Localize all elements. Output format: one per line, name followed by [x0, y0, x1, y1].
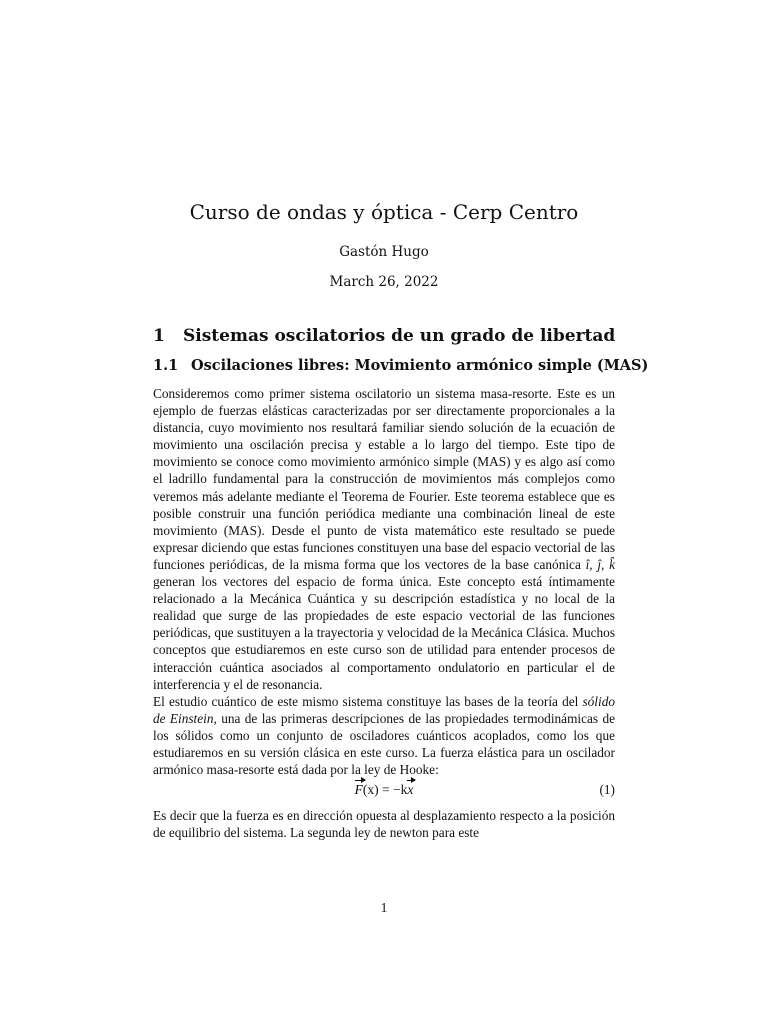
section-number: 1 — [153, 326, 165, 346]
paragraph-1-part-a: Consideremos como primer sistema oscilatorio un sistema masa-resorte. Este es un ejemplo de fuerzas elásticas caracterizadas por ser directamente proporcionales a la distancia, cuyo movimiento nos resultará familiar siendo solución de la ecuación de movimiento una oscilación precisa y estable a lo largo del tiempo. Este tipo de movimiento se conoce como movimiento armónico simple (MAS) y es algo así como el ladrillo fundamental para la construcción de movimientos más complejos como veremos más adelante mediante el Teorema de Fourier. Este teorema establece que es posible construir una función periódica mediante una combinación lineal de este movimiento (MAS). Desde el punto de vista matemático este resultado se puede expresar diciendo que estas funciones constituyen una base del espacio vectorial de las funciones periódicas, de la misma forma que los vectores de la base canónica — [153, 386, 615, 572]
equation-number: (1) — [599, 782, 615, 798]
section-heading — [153, 326, 615, 346]
paragraph-2-part-b: , una de las primeras descripciones de las propiedades termodinámicas de los sólidos como un conjunto de osciladores cuánticos acoplados, como los que estudiaremos en su versión clásica en este curso. La fuerza elástica para un oscilador armónico masa-resorte está dada por la ley de Hooke: — [153, 710, 616, 778]
document-author: Gastón Hugo — [339, 244, 429, 260]
subsection-title: Oscilaciones libres: Movimiento armónico simple (MAS) — [191, 357, 649, 374]
paragraph-1-part-b: generan los vectores del espacio de forma única. Este concepto está íntimamente relacionado a la Mecánica Cuántica y su descripción estadística y no local de la realidad que surge de las propiedades de este espacio vectorial de las funciones periódicas, que sustituyen a la trayectoria y velocidad de la Mecánica Clásica. Muchos conceptos que estudiaremos en este curso son de utilidad para entender procesos de interacción cuántica asociados al comportamento ondulatorio en particular el de interferencia y el de resonancia. — [153, 574, 615, 692]
paragraph-2-part-a: El estudio cuántico de este mismo sistema constituye las bases de la teoría del — [153, 693, 583, 709]
subsection-number: 1.1 — [153, 357, 179, 374]
body-text — [153, 385, 615, 841]
equation-middle: (x) = −k — [362, 782, 408, 798]
einstein-solid-term: sólido de Einstein — [153, 693, 615, 726]
displacement-vector: x — [407, 782, 414, 798]
unit-vectors: î, ĵ, k̂ — [585, 556, 615, 572]
paragraph-1 — [153, 385, 615, 693]
force-vector: F — [354, 782, 363, 798]
document-title: Curso de ondas y óptica - Cerp Centro — [189, 200, 579, 224]
paragraph-3: Es decir que la fuerza es en dirección opuesta al desplazamiento respecto a la posición de equilibrio del sistema. La segunda ley de newton para este — [153, 808, 615, 841]
subsection-heading — [153, 357, 648, 374]
document-date: March 26, 2022 — [329, 274, 439, 290]
equation-expression — [153, 781, 615, 798]
page-number: 1 — [380, 900, 388, 915]
equation-hooke — [153, 779, 615, 801]
paragraph-2 — [153, 693, 615, 778]
section-title: Sistemas oscilatorios de un grado de libertad — [183, 326, 616, 346]
